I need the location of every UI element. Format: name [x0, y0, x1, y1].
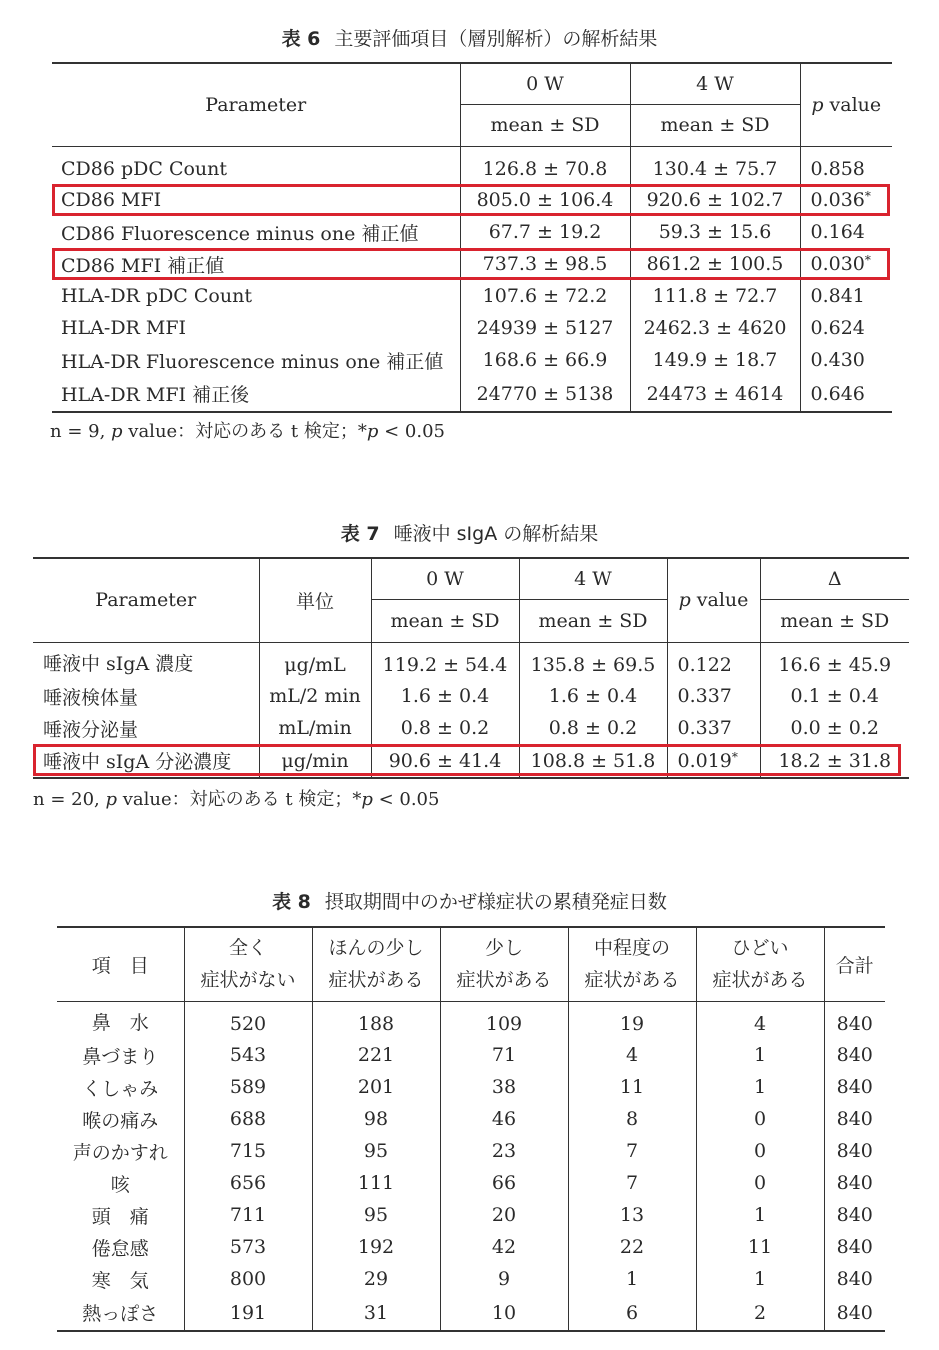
p-value: 0.122	[677, 654, 732, 676]
table7-cell-unit: μg/mL	[259, 642, 371, 680]
table8-cell-v2: 95	[312, 1135, 440, 1167]
table7-header-delta: Δ	[760, 558, 909, 599]
table8-cell-v2: 188	[312, 1001, 440, 1039]
table8-caption	[0, 890, 939, 914]
table6-caption	[0, 27, 939, 51]
table-row	[52, 216, 892, 248]
table7-cell-unit: mL/min	[259, 712, 371, 744]
table7-sub-delta: mean ± SD	[760, 599, 909, 642]
table8-cell-item: 鼻づまり	[57, 1039, 184, 1071]
table6-cell-0w: 737.3 ± 98.5	[460, 248, 630, 280]
table8-cell-item: 鼻 水	[57, 1001, 184, 1039]
table6-header-pvalue	[800, 63, 892, 146]
table-row	[57, 1001, 885, 1039]
table6-highlight-cd86-mfi	[52, 184, 890, 216]
table7-note	[33, 788, 439, 812]
table8-cell-item: 喉の痛み	[57, 1103, 184, 1135]
p-value: 0.164	[810, 221, 865, 243]
table7-cell-pvalue	[667, 680, 760, 712]
table8-cell-v4: 22	[568, 1231, 696, 1263]
table8-cell-v1: 688	[184, 1103, 312, 1135]
table8-cell-v2: 201	[312, 1071, 440, 1103]
table8-cell-v5: 1	[696, 1071, 824, 1103]
table6-cell-pvalue	[800, 312, 892, 344]
table8-cell-v2: 29	[312, 1263, 440, 1295]
table8-cell-v1: 656	[184, 1167, 312, 1199]
table6-cell-4w: 920.6 ± 102.7	[630, 184, 800, 216]
table7-note-p: p	[105, 789, 118, 810]
table6-header-parameter: Parameter	[52, 63, 460, 146]
table8-cell-total: 840	[836, 1076, 873, 1098]
table8-cell-v4: 7	[568, 1135, 696, 1167]
table8-cell-v3: 9	[440, 1263, 568, 1295]
table-row	[52, 280, 892, 312]
p-value: 0.646	[810, 382, 865, 405]
table7-cell-parameter: 唾液中 sIgA 濃度	[33, 642, 259, 680]
table8-title: 摂取期間中のかぜ様症状の累積発症日数	[324, 891, 667, 913]
table8-header-none-l2: 症状がない	[200, 969, 296, 992]
table8-cell-item: 声のかすれ	[57, 1135, 184, 1167]
table8-cell-total: 840	[836, 1301, 873, 1324]
table8-header-severe-l1: ひどい	[731, 937, 789, 960]
table7-cell-0w: 0.8 ± 0.2	[371, 712, 519, 744]
p-value: 0.019	[677, 749, 732, 772]
table6-cell-0w: 168.6 ± 66.9	[460, 344, 630, 376]
table8-header-very-slight-l1: ほんの少し	[328, 937, 424, 960]
table8	[57, 926, 885, 1332]
p-value: 0.430	[810, 349, 865, 371]
table6-highlight-cd86-mfi-corrected	[52, 248, 890, 280]
table-row	[52, 146, 892, 184]
table-row	[52, 344, 892, 376]
table6-cell-4w: 59.3 ± 15.6	[630, 216, 800, 248]
table7-cell-pvalue	[667, 642, 760, 680]
table8-cell-v2: 111	[312, 1167, 440, 1199]
table8-cell-total: 840	[836, 1044, 873, 1066]
table8-cell-v4: 8	[568, 1103, 696, 1135]
table-row	[57, 1071, 885, 1103]
table6-cell-parameter: CD86 Fluorescence minus one 補正値	[52, 216, 460, 248]
table6-header-4w: 4 W	[630, 63, 800, 104]
table-row	[57, 1039, 885, 1071]
table-row	[57, 1295, 885, 1331]
table7-cell-4w: 1.6 ± 0.4	[519, 680, 667, 712]
table8-cell-v1: 520	[184, 1001, 312, 1039]
significance-mark: *	[731, 749, 738, 764]
table6-cell-parameter: CD86 MFI 補正値	[52, 248, 460, 280]
table-row	[52, 312, 892, 344]
table7-title: 唾液中 sIgA の解析結果	[393, 523, 599, 545]
table8-cell-v2: 31	[312, 1295, 440, 1331]
table8-cell-v1: 191	[184, 1295, 312, 1331]
table8-cell-v2: 221	[312, 1039, 440, 1071]
table8-cell-v4: 19	[568, 1001, 696, 1039]
table-row	[57, 1135, 885, 1167]
table7-sub-4w: mean ± SD	[519, 599, 667, 642]
table6-cell-parameter: CD86 pDC Count	[52, 146, 460, 184]
table8-header-moderate	[568, 927, 696, 1001]
table8-header-severe	[696, 927, 824, 1001]
table8-cell-total: 840	[836, 1204, 873, 1226]
table6-cell-pvalue	[800, 344, 892, 376]
table6-cell-parameter: HLA-DR MFI	[52, 312, 460, 344]
table7-note-threshold: < 0.05	[372, 789, 440, 810]
p-value: 0.624	[810, 317, 865, 339]
table7-header-value: value	[690, 589, 749, 612]
table7-note-test: value：対応のある t 検定；*	[117, 789, 362, 810]
table8-header-moderate-l2: 症状がある	[584, 969, 680, 992]
table7-cell-delta: 18.2 ± 31.8	[778, 749, 892, 772]
table6-header-0w: 0 W	[460, 63, 630, 104]
table8-header-none-l1: 全く	[228, 937, 267, 960]
table8-cell-v3: 71	[440, 1039, 568, 1071]
table7-cell-delta: 0.1 ± 0.4	[790, 685, 879, 707]
table8-cell-v3: 23	[440, 1135, 568, 1167]
table6-note-p: p	[111, 421, 123, 442]
table8-header-moderate-l1: 中程度の	[593, 937, 670, 960]
table7-cell-pvalue	[667, 712, 760, 744]
table6-cell-pvalue	[800, 146, 892, 184]
table8-label: 表 8	[272, 891, 311, 913]
table8-header-slight	[440, 927, 568, 1001]
table6-cell-parameter: HLA-DR Fluorescence minus one 補正値	[52, 344, 460, 376]
table8-cell-item: 寒 気	[57, 1263, 184, 1295]
table7-header-parameter: Parameter	[33, 558, 259, 642]
table8-cell-v1: 715	[184, 1135, 312, 1167]
table8-cell-v1: 543	[184, 1039, 312, 1071]
table6-cell-4w: 149.9 ± 18.7	[630, 344, 800, 376]
table-row	[52, 376, 892, 412]
p-value: 0.841	[810, 285, 865, 307]
table8-header-very-slight	[312, 927, 440, 1001]
table7-header-pvalue	[667, 558, 760, 642]
table8-cell-item: 咳	[57, 1167, 184, 1199]
table7-header-unit: 単位	[259, 558, 371, 642]
table8-cell-v4: 7	[568, 1167, 696, 1199]
table7-header-0w: 0 W	[371, 558, 519, 599]
table8-cell-v5: 0	[696, 1103, 824, 1135]
table-row	[33, 712, 909, 744]
table6-cell-4w: 130.4 ± 75.7	[630, 146, 800, 184]
table8-cell-v3: 20	[440, 1199, 568, 1231]
table6-sub-0w: mean ± SD	[460, 104, 630, 146]
table6-note-test: value：対応のある t 検定；*	[122, 421, 367, 442]
table6-header-value: value	[823, 93, 882, 116]
table8-cell-v4: 11	[568, 1071, 696, 1103]
table8-header-total: 合計	[824, 927, 885, 1001]
table8-cell-item: 熱っぽさ	[57, 1295, 184, 1331]
table8-cell-v5: 0	[696, 1135, 824, 1167]
table6-cell-4w: 2462.3 ± 4620	[630, 312, 800, 344]
table8-cell-v4: 4	[568, 1039, 696, 1071]
table6-cell-4w: 861.2 ± 100.5	[630, 248, 800, 280]
table8-cell-total: 840	[836, 1268, 873, 1290]
table8-header-none	[184, 927, 312, 1001]
table6-cell-0w: 24939 ± 5127	[460, 312, 630, 344]
table6-cell-4w: 24473 ± 4614	[630, 376, 800, 412]
table7-header-p: p	[678, 589, 691, 612]
table8-cell-item: 頭 痛	[57, 1199, 184, 1231]
table6	[52, 62, 892, 413]
table8-cell-v5: 1	[696, 1039, 824, 1071]
table8-cell-total: 840	[836, 1140, 873, 1162]
table7-cell-parameter: 唾液分泌量	[33, 712, 259, 744]
table8-cell-v4: 13	[568, 1199, 696, 1231]
table6-title: 主要評価項目（層別解析）の解析結果	[334, 28, 658, 50]
table8-cell-v3: 42	[440, 1231, 568, 1263]
table8-cell-v1: 711	[184, 1199, 312, 1231]
table8-cell-total: 840	[836, 1172, 873, 1194]
table6-note-threshold: < 0.05	[378, 421, 446, 442]
table8-cell-total: 840	[836, 1108, 873, 1130]
table7-caption	[0, 522, 939, 546]
table7-cell-unit: mL/2 min	[259, 680, 371, 712]
p-value: 0.858	[810, 158, 865, 180]
table7-cell-delta: 16.6 ± 45.9	[778, 654, 892, 676]
table8-header-slight-l1: 少し	[484, 937, 523, 960]
table8-header-severe-l2: 症状がある	[712, 969, 808, 992]
table7-cell-0w: 90.6 ± 41.4	[371, 744, 519, 778]
table6-sub-4w: mean ± SD	[630, 104, 800, 146]
table6-label: 表 6	[281, 28, 321, 50]
table8-cell-v3: 10	[440, 1295, 568, 1331]
table8-cell-v1: 573	[184, 1231, 312, 1263]
table8-cell-v2: 98	[312, 1103, 440, 1135]
table6-cell-4w: 111.8 ± 72.7	[630, 280, 800, 312]
table8-cell-v5: 1	[696, 1263, 824, 1295]
table-row	[57, 1167, 885, 1199]
table6-header-p: p	[811, 93, 824, 116]
table-row	[57, 1231, 885, 1263]
table6-cell-0w: 107.6 ± 72.2	[460, 280, 630, 312]
table7-highlight-sIgA-secretion	[33, 744, 901, 776]
table6-cell-0w: 24770 ± 5138	[460, 376, 630, 412]
table7-note-n: n = 20,	[33, 789, 100, 810]
p-value: 0.337	[677, 717, 732, 739]
table8-cell-total: 840	[836, 1013, 873, 1035]
table6-cell-parameter: CD86 MFI	[52, 184, 460, 216]
table6-note	[50, 420, 445, 444]
table8-cell-v2: 192	[312, 1231, 440, 1263]
table8-cell-item: 倦怠感	[57, 1231, 184, 1263]
table7-note-p2: p	[361, 789, 373, 810]
table7-sub-0w: mean ± SD	[371, 599, 519, 642]
table7-cell-4w: 108.8 ± 51.8	[519, 744, 667, 778]
p-value: 0.036	[810, 189, 865, 211]
table8-cell-v3: 109	[440, 1001, 568, 1039]
table-row	[33, 680, 909, 712]
table7-header-4w: 4 W	[519, 558, 667, 599]
table6-cell-parameter: HLA-DR pDC Count	[52, 280, 460, 312]
table7-cell-delta: 0.0 ± 0.2	[790, 717, 879, 739]
table6-note-p2: p	[366, 421, 379, 442]
table8-cell-v3: 38	[440, 1071, 568, 1103]
table8-cell-v1: 589	[184, 1071, 312, 1103]
p-value: 0.030	[810, 253, 865, 275]
table8-header-item: 項 目	[57, 927, 184, 1001]
table6-cell-0w: 67.7 ± 19.2	[460, 216, 630, 248]
table8-cell-v5: 11	[696, 1231, 824, 1263]
table-row	[57, 1103, 885, 1135]
table7-cell-0w: 119.2 ± 54.4	[371, 642, 519, 680]
table8-cell-v4: 1	[568, 1263, 696, 1295]
table8-cell-item: くしゃみ	[57, 1071, 184, 1103]
table7-cell-parameter: 唾液中 sIgA 分泌濃度	[33, 744, 259, 778]
table6-cell-0w: 126.8 ± 70.8	[460, 146, 630, 184]
table8-header-slight-l2: 症状がある	[456, 969, 552, 992]
table8-cell-v5: 0	[696, 1167, 824, 1199]
significance-mark: *	[864, 189, 871, 203]
table8-header-very-slight-l2: 症状がある	[328, 969, 424, 992]
table6-cell-pvalue	[800, 280, 892, 312]
table-row	[57, 1199, 885, 1231]
table8-cell-v5: 1	[696, 1199, 824, 1231]
significance-mark: *	[864, 253, 871, 267]
table-row	[33, 642, 909, 680]
table7-cell-4w: 135.8 ± 69.5	[519, 642, 667, 680]
table7-cell-0w: 1.6 ± 0.4	[371, 680, 519, 712]
table6-cell-pvalue	[800, 376, 892, 412]
table8-cell-v2: 95	[312, 1199, 440, 1231]
table8-cell-v4: 6	[568, 1295, 696, 1331]
table6-cell-0w: 805.0 ± 106.4	[460, 184, 630, 216]
table8-cell-v3: 66	[440, 1167, 568, 1199]
table6-cell-pvalue	[800, 216, 892, 248]
table7-cell-4w: 0.8 ± 0.2	[519, 712, 667, 744]
table7-cell-parameter: 唾液検体量	[33, 680, 259, 712]
table8-cell-v5: 4	[696, 1001, 824, 1039]
p-value: 0.337	[677, 685, 732, 707]
table6-cell-parameter: HLA-DR MFI 補正後	[52, 376, 460, 412]
table6-note-n: n = 9,	[50, 421, 106, 442]
table7-label: 表 7	[340, 523, 380, 545]
table8-cell-v1: 800	[184, 1263, 312, 1295]
table7-cell-unit: μg/min	[259, 744, 371, 778]
table-row	[57, 1263, 885, 1295]
table8-cell-total: 840	[836, 1236, 873, 1258]
table8-cell-v3: 46	[440, 1103, 568, 1135]
table8-cell-v5: 2	[696, 1295, 824, 1331]
